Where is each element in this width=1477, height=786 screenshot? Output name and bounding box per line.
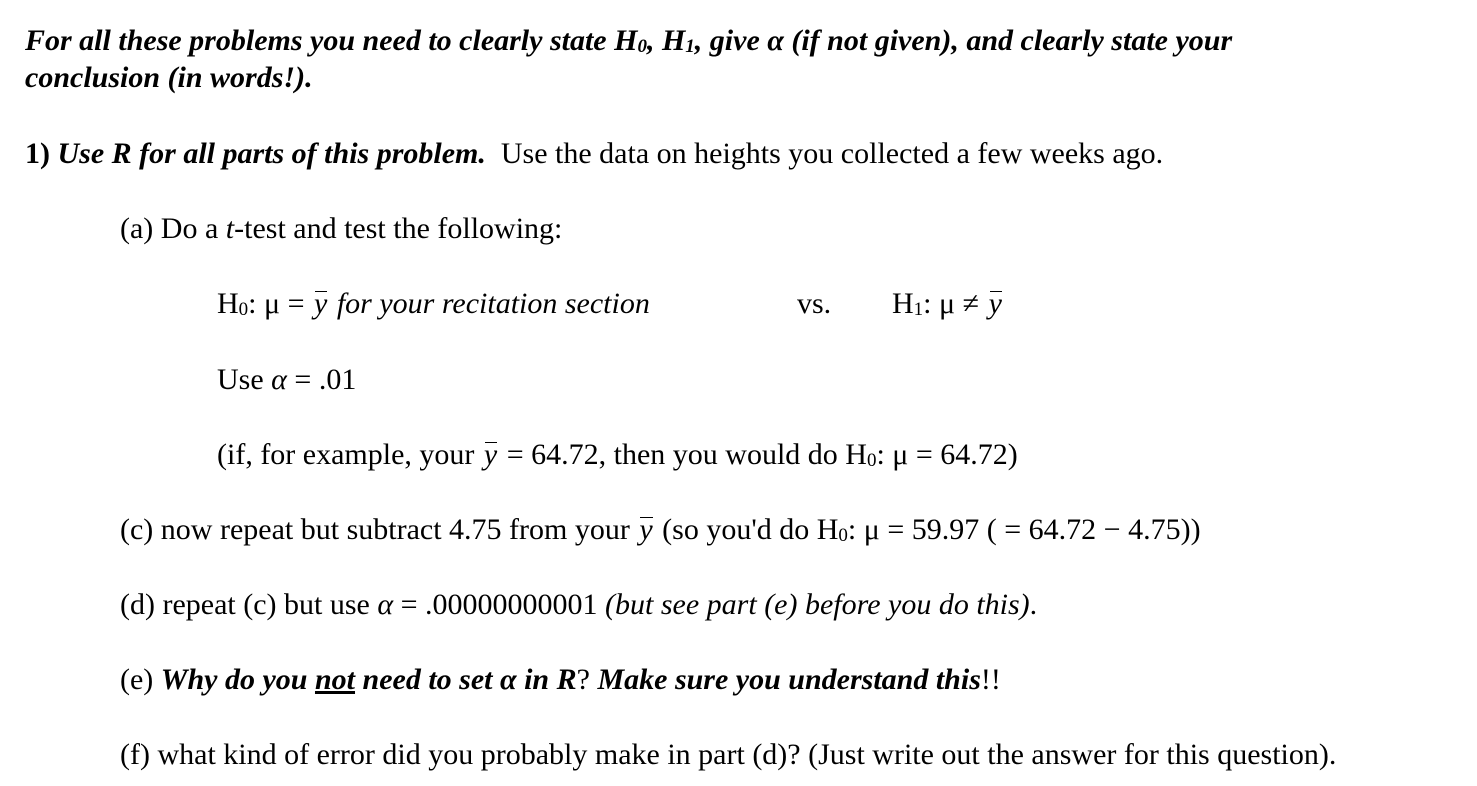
- example-open: (if, for example, your: [217, 438, 482, 471]
- alpha-value: = .01: [286, 363, 357, 396]
- part-a-label: (a) Do a: [120, 212, 226, 245]
- part-f-text: (f) what kind of error did you probably make in part (d)? (Just write out the answer for this question).: [120, 738, 1337, 771]
- y-bar-symbol: y: [483, 438, 498, 471]
- part-e-q2: need to set α in: [355, 663, 557, 696]
- y-bar-symbol: y: [988, 287, 1002, 320]
- hypothesis-h0: [217, 286, 650, 326]
- vs-label: [797, 286, 831, 322]
- part-e-q1: Why do you: [160, 663, 315, 696]
- part-c-mid: (so you'd do H: [662, 513, 839, 546]
- h0-rest: for your recitation section: [336, 287, 650, 320]
- part-d: [120, 587, 1037, 623]
- instructions-line-2: [25, 60, 313, 96]
- example-subscript: 0: [866, 450, 877, 471]
- alpha-symbol: α: [377, 588, 394, 621]
- part-e-r: R: [556, 663, 577, 696]
- problem-emphasis: Use R for all parts of this problem.: [57, 137, 486, 170]
- hypothesis-h1: [892, 286, 1004, 326]
- h1-label: H: [892, 287, 914, 320]
- part-a: [120, 211, 562, 247]
- part-f: [120, 737, 1336, 773]
- part-d-open: (d) repeat (c) but use: [120, 588, 378, 621]
- part-d-value: = .00000000001: [393, 588, 606, 621]
- use-text: Use: [217, 363, 272, 396]
- part-e: [120, 662, 1001, 698]
- part-e-q4: Make sure you understand this: [597, 663, 981, 696]
- part-c-open: (c) now repeat but subtract 4.75 from your: [120, 513, 638, 546]
- alpha-line: [217, 362, 356, 398]
- y-bar-symbol: y: [639, 513, 653, 546]
- part-a-text: -test and test the following:: [234, 212, 563, 245]
- instructions-text: For all these problems you need to clearly state H: [25, 24, 638, 57]
- part-d-note: (but see part (e) before you do this): [605, 588, 1030, 621]
- h0-subscript: 0: [238, 299, 249, 320]
- h1-not-equals: : μ ≠: [923, 287, 987, 320]
- alpha-symbol: α: [271, 363, 287, 396]
- h1-subscript: 1: [913, 299, 924, 320]
- part-c-subscript: 0: [838, 525, 848, 546]
- problem-1-statement: [25, 136, 1163, 172]
- problem-number: 1): [25, 137, 50, 170]
- problem-text: Use the data on heights you collected a few weeks ago.: [500, 137, 1164, 170]
- part-e-not: not: [314, 663, 356, 696]
- part-e-q3: ?: [576, 663, 598, 696]
- y-bar-symbol: y: [314, 287, 328, 320]
- h0-label: H: [217, 287, 239, 320]
- part-c-close: : μ = 59.97 ( = 64.72 − 4.75)): [847, 513, 1201, 546]
- subscript-1: 1: [685, 36, 695, 57]
- instructions-conclusion: conclusion (in words!).: [25, 61, 313, 94]
- example-line: [217, 437, 1018, 477]
- example-close: : μ = 64.72): [876, 438, 1018, 471]
- example-eq: = 64.72, then you would do H: [499, 438, 867, 471]
- instructions-sep: , H: [646, 24, 686, 57]
- part-d-end: .: [1029, 588, 1038, 621]
- subscript-0: 0: [637, 36, 647, 57]
- instructions-line-1: [25, 23, 1232, 63]
- instructions-text-2: , give α (if not given), and clearly state your: [694, 24, 1233, 57]
- part-e-label: (e): [120, 663, 161, 696]
- t-symbol: t: [225, 212, 235, 245]
- vs-text: vs.: [797, 287, 832, 320]
- part-e-end: !!: [980, 663, 1001, 696]
- h0-equals: : μ =: [248, 287, 313, 320]
- part-c: [120, 512, 1201, 552]
